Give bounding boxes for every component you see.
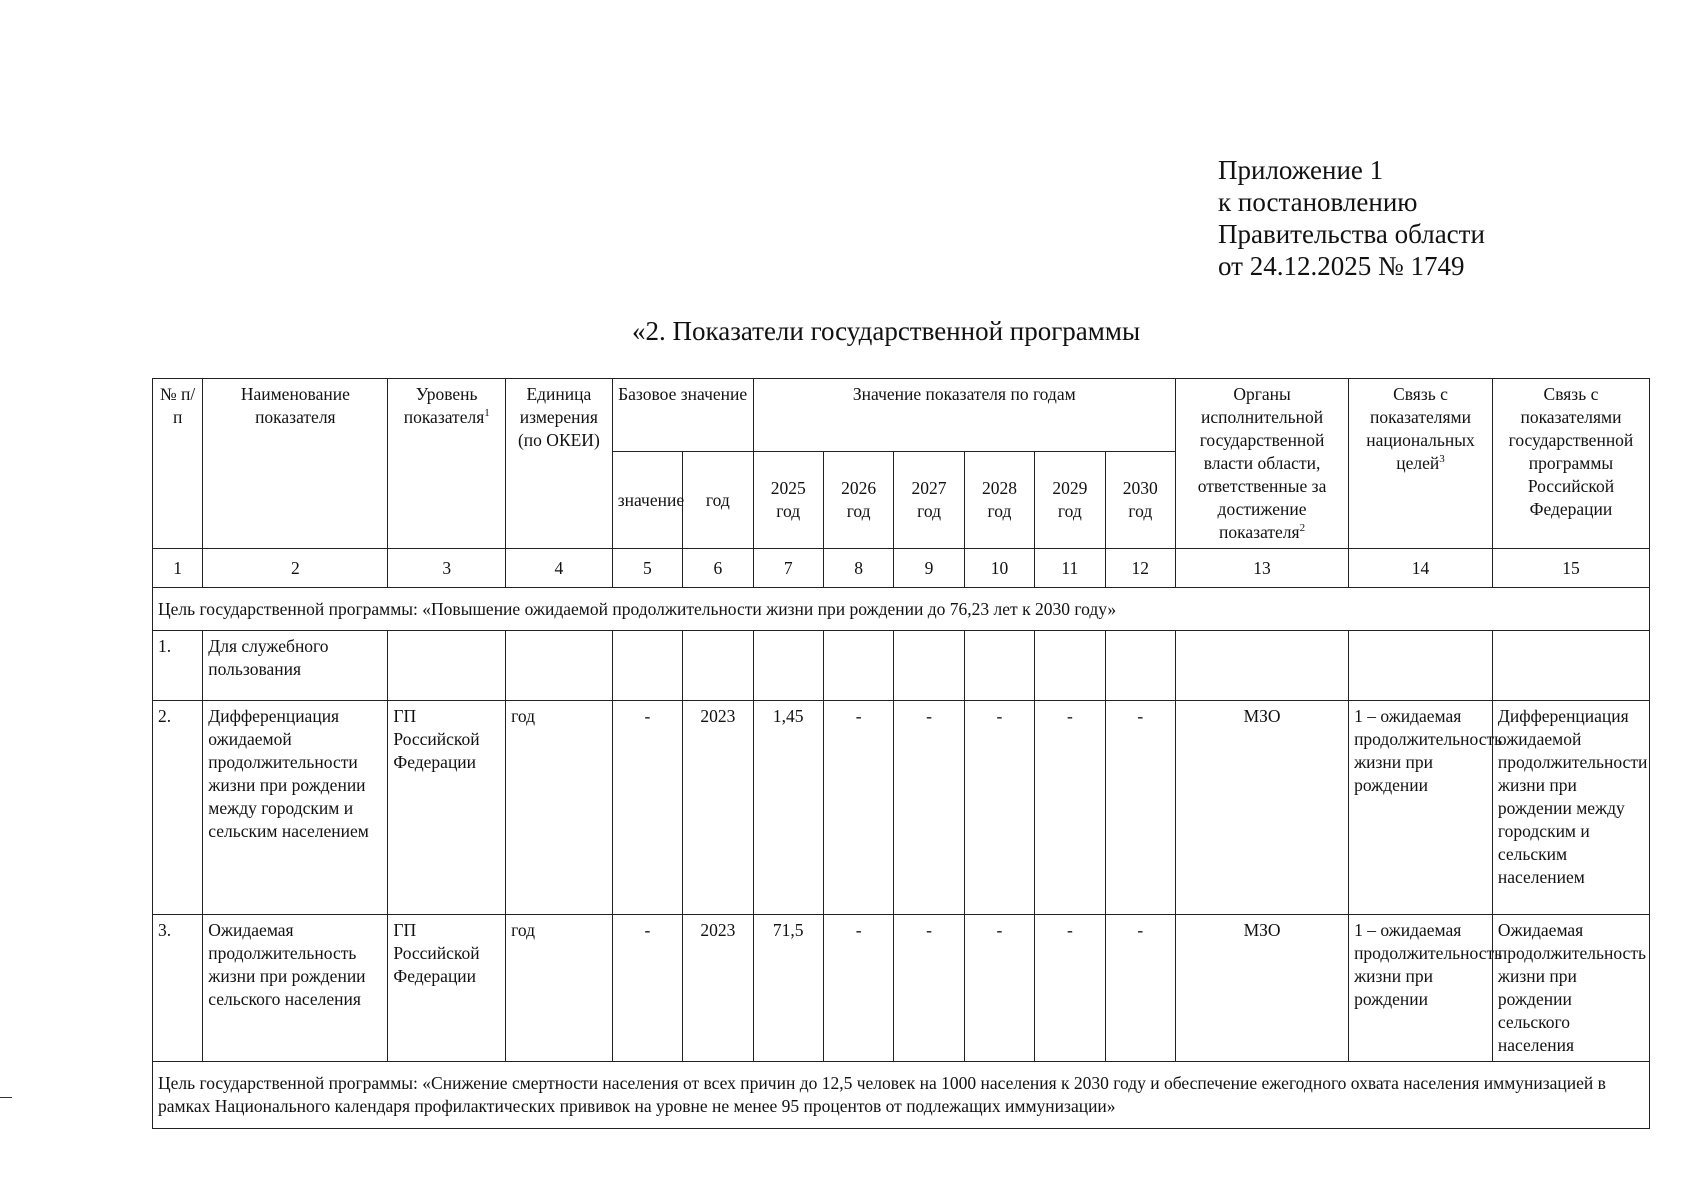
header-year-2030: 2030 год [1105, 452, 1175, 549]
row-national [1349, 631, 1493, 701]
stamp-line-3: Правительства области [1218, 219, 1485, 249]
row-national: 1 – ожидаемая продолжительность жизни при рождении [1349, 701, 1493, 915]
column-number: 7 [753, 549, 823, 588]
row-organ [1176, 631, 1349, 701]
row-num: 3. [153, 915, 203, 1062]
row-y2028: - [964, 701, 1034, 915]
column-number: 10 [964, 549, 1034, 588]
row-y2025: 1,45 [753, 701, 823, 915]
row-y2030 [1105, 631, 1175, 701]
row-name: Ожидаемая продолжительность жизни при рождении сельского населения [203, 915, 388, 1062]
column-number: 5 [612, 549, 682, 588]
row-y2025: 71,5 [753, 915, 823, 1062]
row-unit: год [506, 701, 613, 915]
margin-mark [0, 1097, 12, 1098]
goal-row-1 [153, 588, 1650, 631]
header-years-group: Значение показателя по годам [753, 379, 1176, 452]
header-national [1349, 379, 1493, 549]
row-unit: год [506, 915, 613, 1062]
header-year-2027: 2027 год [894, 452, 964, 549]
row-name: Дифференциация ожидаемой продолжительности жизни при рождении между городским и сельским населением [203, 701, 388, 915]
row-level: ГП Российской Федерации [388, 701, 506, 915]
row-y2027: - [894, 701, 964, 915]
column-number: 14 [1349, 549, 1493, 588]
section-heading: «2. Показатели государственной программы [632, 316, 1141, 346]
column-number: 11 [1035, 549, 1105, 588]
row-base-year: 2023 [683, 915, 753, 1062]
header-level-footnote: 1 [484, 407, 490, 420]
header-national-text: Связь с показателями национальных целей [1366, 384, 1475, 473]
approval-stamp [1218, 154, 1485, 282]
row-y2027: - [894, 915, 964, 1062]
row-y2027 [894, 631, 964, 701]
goal-row-2 [153, 1062, 1650, 1129]
row-federal: Дифференциация ожидаемой продолжительности жизни при рождении между городским и сельским населением [1492, 701, 1649, 915]
row-organ: МЗО [1176, 915, 1349, 1062]
row-federal: Ожидаемая продолжительность жизни при рождении сельского населения [1492, 915, 1649, 1062]
row-num: 1. [153, 631, 203, 701]
row-organ: МЗО [1176, 701, 1349, 915]
row-y2026: - [823, 701, 893, 915]
column-number: 2 [203, 549, 388, 588]
row-y2029: - [1035, 701, 1105, 915]
table-row [153, 915, 1650, 1062]
header-level-text: Уровень показателя [403, 384, 485, 427]
row-y2030: - [1105, 701, 1175, 915]
row-num: 2. [153, 701, 203, 915]
column-numbers-row [153, 549, 1650, 588]
row-y2028 [964, 631, 1034, 701]
column-number: 9 [894, 549, 964, 588]
header-base-year: год [683, 452, 753, 549]
header-base: Базовое значение [612, 379, 753, 452]
row-national: 1 – ожидаемая продолжительность жизни при рождении [1349, 915, 1493, 1062]
row-y2029 [1035, 631, 1105, 701]
indicators-table [152, 378, 1650, 1129]
goal-text-1: Цель государственной программы: «Повышение ожидаемой продолжительности жизни при рождении до 76,23 лет к 2030 году» [153, 588, 1650, 631]
header-name: Наименование показателя [203, 379, 388, 549]
row-unit [506, 631, 613, 701]
goal-text-2: Цель государственной программы: «Снижение смертности населения от всех причин до 12,5 человек на 1000 населения к 2030 году и обеспечение ежегодного охвата населения иммунизацией в рамках Национального календаря профилактических прививок на уровне не менее 95 процентов от подлежащих иммунизации» [153, 1062, 1650, 1129]
row-y2028: - [964, 915, 1034, 1062]
row-y2026: - [823, 915, 893, 1062]
row-base-year: 2023 [683, 701, 753, 915]
row-y2025 [753, 631, 823, 701]
row-base-value: - [612, 915, 682, 1062]
row-base-value: - [612, 701, 682, 915]
column-number: 1 [153, 549, 203, 588]
header-num: № п/п [153, 379, 203, 549]
column-number: 6 [683, 549, 753, 588]
stamp-line-1: Приложение 1 [1218, 155, 1384, 185]
row-level: ГП Российской Федерации [388, 915, 506, 1062]
column-number: 13 [1176, 549, 1349, 588]
header-base-value: значение [612, 452, 682, 549]
header-level [388, 379, 506, 549]
column-number: 3 [388, 549, 506, 588]
header-organs-text: Органы исполнительной государственной власти области, ответственные за достижение показателя [1197, 384, 1327, 542]
table-row [153, 631, 1650, 701]
row-level [388, 631, 506, 701]
table-row [153, 701, 1650, 915]
row-federal [1492, 631, 1649, 701]
column-number: 8 [823, 549, 893, 588]
header-year-2025: 2025 год [753, 452, 823, 549]
column-number: 12 [1105, 549, 1175, 588]
row-base-year [683, 631, 753, 701]
header-unit: Единица измерения (по ОКЕИ) [506, 379, 613, 549]
row-name: Для служебного пользования [203, 631, 388, 701]
row-y2029: - [1035, 915, 1105, 1062]
header-national-footnote: 3 [1439, 453, 1445, 466]
row-y2026 [823, 631, 893, 701]
header-year-2026: 2026 год [823, 452, 893, 549]
stamp-line-2: к постановлению [1218, 187, 1418, 217]
header-federal: Связь с показателями государственной программы Российской Федерации [1492, 379, 1649, 549]
header-organs-footnote: 2 [1299, 522, 1306, 535]
row-base-value [612, 631, 682, 701]
column-number: 15 [1492, 549, 1649, 588]
header-year-2029: 2029 год [1035, 452, 1105, 549]
stamp-line-4: от 24.12.2025 № 1749 [1218, 251, 1465, 281]
column-number: 4 [506, 549, 613, 588]
header-organs [1176, 379, 1349, 549]
header-year-2028: 2028 год [964, 452, 1034, 549]
row-y2030: - [1105, 915, 1175, 1062]
